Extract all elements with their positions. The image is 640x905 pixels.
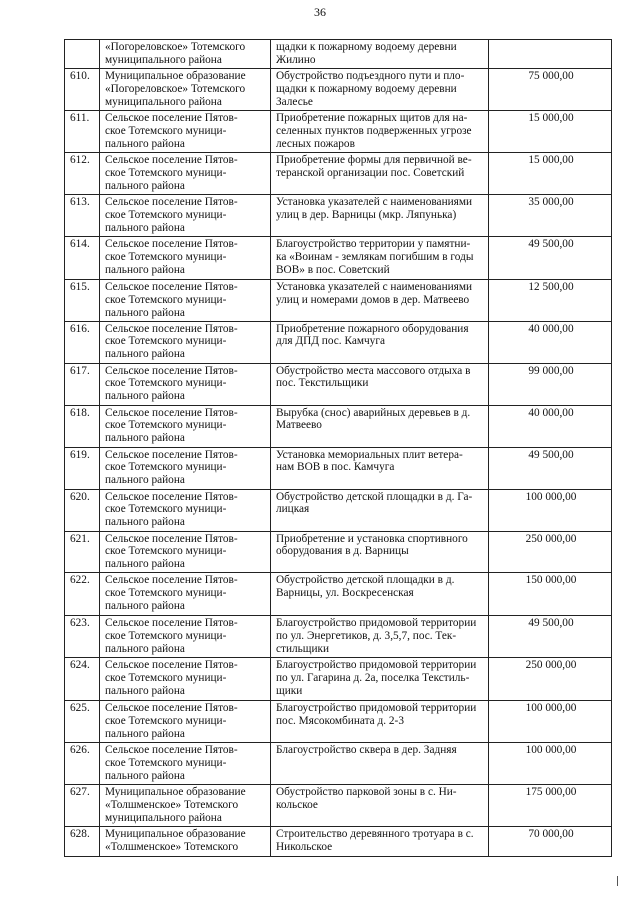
- amount-cell-text: 100 000,00: [525, 743, 577, 756]
- description-cell-text: Вырубка (снос) аварийных деревьев в д. Матвеево: [276, 406, 471, 432]
- table-row: [65, 531, 612, 573]
- description-cell-text: Строительство деревянного тротуара в с. Никольское: [276, 827, 474, 853]
- municipality-cell-text: Сельское поселение Пятов- ское Тотемского муници- пального района: [105, 280, 238, 319]
- description-cell-text: Благоустройство придомовой территории по ул. Гагарина д. 2а, поселка Текстиль- щики: [276, 659, 477, 698]
- amount-cell: [489, 40, 612, 69]
- table-row: [65, 658, 612, 701]
- amount-cell-text: 100 000,00: [525, 702, 577, 715]
- table-body: [65, 40, 612, 857]
- row-number: [65, 826, 100, 856]
- municipality-cell-text: Сельское поселение Пятов- ское Тотемского муници- пального района: [105, 448, 238, 487]
- table-row: [65, 110, 612, 152]
- amount-cell: [489, 531, 612, 573]
- amount-cell: [489, 573, 612, 616]
- description-cell-text: щадки к пожарному водоему деревни Жилино: [276, 41, 457, 66]
- description-cell-text: Благоустройство придомовой территории по ул. Энергетиков, д. 3,5,7, пос. Тек- стильщики: [276, 617, 477, 656]
- table-row: [65, 405, 612, 447]
- row-number-text: 622.: [70, 574, 90, 587]
- municipality-cell-text: «Погореловское» Тотемского муниципального района: [105, 41, 246, 66]
- municipality-cell-text: Сельское поселение Пятов- ское Тотемского муници- пального района: [105, 364, 238, 403]
- row-number: [65, 573, 100, 616]
- description-cell-text: Обустройство места массового отдыха в пос. Текстильщики: [276, 364, 471, 390]
- municipality-cell-text: Сельское поселение Пятов- ское Тотемского муници- пального района: [105, 743, 238, 782]
- amount-cell: [489, 784, 612, 826]
- amount-cell-text: 15 000,00: [528, 153, 574, 166]
- table-row: [65, 447, 612, 489]
- amount-cell-text: 49 500,00: [528, 617, 574, 630]
- row-number-text: 619.: [70, 448, 90, 461]
- row-number-text: 617.: [70, 364, 90, 377]
- description-cell: [271, 405, 489, 447]
- description-cell: [271, 573, 489, 616]
- municipality-cell: [100, 405, 271, 447]
- table-row: [65, 742, 612, 784]
- amount-cell: [489, 447, 612, 489]
- description-cell-text: Благоустройство сквера в дер. Задняя: [276, 743, 457, 756]
- municipality-cell-text: Сельское поселение Пятов- ское Тотемского муници- пального района: [105, 153, 238, 192]
- description-cell: [271, 194, 489, 236]
- table-row: [65, 152, 612, 194]
- description-cell-text: Приобретение и установка спортивного оборудования в д. Варницы: [276, 532, 468, 558]
- municipality-cell: [100, 236, 271, 279]
- municipality-cell-text: Сельское поселение Пятов- ское Тотемского муници- пального района: [105, 490, 238, 529]
- amount-cell: [489, 68, 612, 110]
- description-cell: [271, 363, 489, 405]
- row-number: [65, 742, 100, 784]
- row-number: [65, 110, 100, 152]
- row-number-text: 612.: [70, 153, 90, 166]
- row-number-text: 628.: [70, 827, 90, 840]
- municipality-cell: [100, 40, 271, 69]
- description-cell-text: Благоустройство территории у памятни- ка «Воинам - землякам погибшим в годы ВОВ» в пос. Советский: [276, 237, 474, 276]
- amount-cell: [489, 110, 612, 152]
- description-cell-text: Обустройство подъездного пути и пло- щадки к пожарному водоему деревни Залесье: [276, 69, 465, 108]
- municipality-cell: [100, 68, 271, 110]
- row-number: [65, 616, 100, 658]
- municipality-cell-text: Сельское поселение Пятов- ское Тотемского муници- пального района: [105, 322, 238, 361]
- row-number-text: 615.: [70, 280, 90, 293]
- table-row: [65, 194, 612, 236]
- description-cell: [271, 447, 489, 489]
- row-number-text: 625.: [70, 702, 90, 715]
- description-cell: [271, 68, 489, 110]
- amount-cell-text: 99 000,00: [528, 364, 574, 377]
- table-row: [65, 363, 612, 405]
- row-number-text: 610.: [70, 69, 90, 82]
- table-row: [65, 826, 612, 856]
- municipality-cell: [100, 363, 271, 405]
- amount-cell: [489, 321, 612, 363]
- row-number-text: 613.: [70, 195, 90, 208]
- row-number: [65, 236, 100, 279]
- municipality-cell: [100, 489, 271, 531]
- scan-mark: [617, 876, 618, 886]
- row-number: [65, 489, 100, 531]
- municipality-cell: [100, 110, 271, 152]
- municipality-cell-text: Сельское поселение Пятов- ское Тотемского муници- пального района: [105, 237, 238, 276]
- amount-cell-text: 49 500,00: [528, 237, 574, 250]
- row-number: [65, 531, 100, 573]
- amount-cell: [489, 742, 612, 784]
- description-cell: [271, 742, 489, 784]
- municipality-cell: [100, 658, 271, 701]
- municipality-cell-text: Муниципальное образование «Толшменское» Тотемского муниципального района: [105, 785, 246, 824]
- municipality-cell: [100, 447, 271, 489]
- municipality-cell-text: Сельское поселение Пятов- ское Тотемского муници- пального района: [105, 617, 238, 656]
- amount-cell-text: 40 000,00: [528, 406, 574, 419]
- table-row: [65, 701, 612, 743]
- municipality-cell-text: Сельское поселение Пятов- ское Тотемского муници- пального района: [105, 406, 238, 445]
- row-number-text: 616.: [70, 322, 90, 335]
- row-number: [65, 405, 100, 447]
- description-cell: [271, 616, 489, 658]
- municipality-cell: [100, 742, 271, 784]
- row-number: [65, 363, 100, 405]
- amount-cell-text: 250 000,00: [525, 659, 577, 672]
- row-number: [65, 279, 100, 321]
- amount-cell: [489, 826, 612, 856]
- description-cell-text: Обустройство парковой зоны в с. Ни- кольское: [276, 785, 457, 811]
- description-cell: [271, 701, 489, 743]
- amount-cell-text: 250 000,00: [525, 532, 577, 545]
- description-cell: [271, 152, 489, 194]
- municipality-cell: [100, 531, 271, 573]
- table-row: [65, 40, 612, 69]
- description-cell: [271, 531, 489, 573]
- amount-cell-text: 70 000,00: [528, 827, 574, 840]
- amount-cell-text: 15 000,00: [528, 111, 574, 124]
- amount-cell-text: 100 000,00: [525, 490, 577, 503]
- row-number-text: 611.: [70, 111, 90, 124]
- municipality-cell-text: Сельское поселение Пятов- ское Тотемского муници- пального района: [105, 111, 238, 150]
- municipality-cell: [100, 826, 271, 856]
- row-number: [65, 321, 100, 363]
- description-cell-text: Установка указателей с наименованиями улиц и номерами домов в дер. Матвеево: [276, 280, 473, 306]
- description-cell: [271, 321, 489, 363]
- description-cell: [271, 784, 489, 826]
- description-cell: [271, 658, 489, 701]
- row-number-text: 624.: [70, 659, 90, 672]
- municipality-cell-text: Сельское поселение Пятов- ское Тотемского муници- пального района: [105, 574, 238, 613]
- description-cell: [271, 110, 489, 152]
- description-cell-text: Приобретение пожарных щитов для на- селенных пунктов подверженных угрозе лесных пожаров: [276, 111, 472, 150]
- row-number: [65, 68, 100, 110]
- row-number-text: 627.: [70, 785, 90, 798]
- amount-cell: [489, 152, 612, 194]
- description-cell-text: Установка указателей с наименованиями улиц в дер. Варницы (мкр. Ляпунька): [276, 195, 473, 221]
- municipality-cell-text: Муниципальное образование «Толшменское» Тотемского: [105, 827, 246, 853]
- amount-cell: [489, 616, 612, 658]
- municipality-cell: [100, 321, 271, 363]
- amount-cell: [489, 194, 612, 236]
- row-number: [65, 40, 100, 69]
- amount-cell-text: 35 000,00: [528, 195, 574, 208]
- description-cell: [271, 279, 489, 321]
- row-number: [65, 701, 100, 743]
- amount-cell-text: 150 000,00: [525, 574, 577, 587]
- amount-cell-text: 75 000,00: [528, 69, 574, 82]
- amount-cell: [489, 701, 612, 743]
- description-cell-text: Обустройство детской площадки в д. Варницы, ул. Воскресенская: [276, 574, 455, 600]
- table-row: [65, 321, 612, 363]
- row-number: [65, 152, 100, 194]
- amount-cell-text: 40 000,00: [528, 322, 574, 335]
- description-cell-text: Установка мемориальных плит ветера- нам ВОВ в пос. Камчуга: [276, 448, 463, 474]
- amount-cell: [489, 363, 612, 405]
- table-row: [65, 616, 612, 658]
- row-number-text: 618.: [70, 406, 90, 419]
- municipality-cell: [100, 573, 271, 616]
- table-row: [65, 236, 612, 279]
- amount-cell-text: 175 000,00: [525, 785, 577, 798]
- description-cell-text: Приобретение формы для первичной ве- теранской организации пос. Советский: [276, 153, 472, 179]
- description-cell-text: Обустройство детской площадки в д. Га- лицкая: [276, 490, 473, 516]
- description-cell: [271, 489, 489, 531]
- amount-cell: [489, 405, 612, 447]
- amount-cell-text: 49 500,00: [528, 448, 574, 461]
- row-number: [65, 194, 100, 236]
- amount-cell: [489, 658, 612, 701]
- amount-cell-text: 12 500,00: [528, 280, 574, 293]
- row-number-text: 614.: [70, 237, 90, 250]
- municipality-cell: [100, 784, 271, 826]
- description-cell: [271, 236, 489, 279]
- municipality-cell-text: Сельское поселение Пятов- ское Тотемского муници- пального района: [105, 659, 238, 698]
- table-row: [65, 489, 612, 531]
- municipality-cell: [100, 194, 271, 236]
- municipality-cell: [100, 279, 271, 321]
- row-number: [65, 784, 100, 826]
- table-row: [65, 573, 612, 616]
- municipality-cell-text: Сельское поселение Пятов- ское Тотемского муници- пального района: [105, 532, 238, 571]
- row-number: [65, 447, 100, 489]
- municipality-cell-text: Сельское поселение Пятов- ское Тотемского муници- пального района: [105, 702, 238, 741]
- description-cell: [271, 826, 489, 856]
- table-row: [65, 279, 612, 321]
- amount-cell: [489, 279, 612, 321]
- row-number-text: 620.: [70, 490, 90, 503]
- table-row: [65, 784, 612, 826]
- description-cell: [271, 40, 489, 69]
- municipality-cell: [100, 152, 271, 194]
- municipality-cell-text: Сельское поселение Пятов- ское Тотемского муници- пального района: [105, 195, 238, 234]
- description-cell-text: Благоустройство придомовой территории пос. Мясокомбината д. 2-3: [276, 702, 477, 728]
- amount-cell: [489, 489, 612, 531]
- row-number-text: 623.: [70, 617, 90, 630]
- row-number-text: 621.: [70, 532, 90, 545]
- municipality-cell: [100, 616, 271, 658]
- budget-table: [64, 39, 612, 857]
- municipality-cell-text: Муниципальное образование «Погореловское» Тотемского муниципального района: [105, 69, 246, 108]
- page-number: 36: [314, 5, 326, 19]
- row-number: [65, 658, 100, 701]
- table-row: [65, 68, 612, 110]
- amount-cell: [489, 236, 612, 279]
- municipality-cell: [100, 701, 271, 743]
- description-cell-text: Приобретение пожарного оборудования для ДПД пос. Камчуга: [276, 322, 469, 348]
- row-number-text: 626.: [70, 743, 90, 756]
